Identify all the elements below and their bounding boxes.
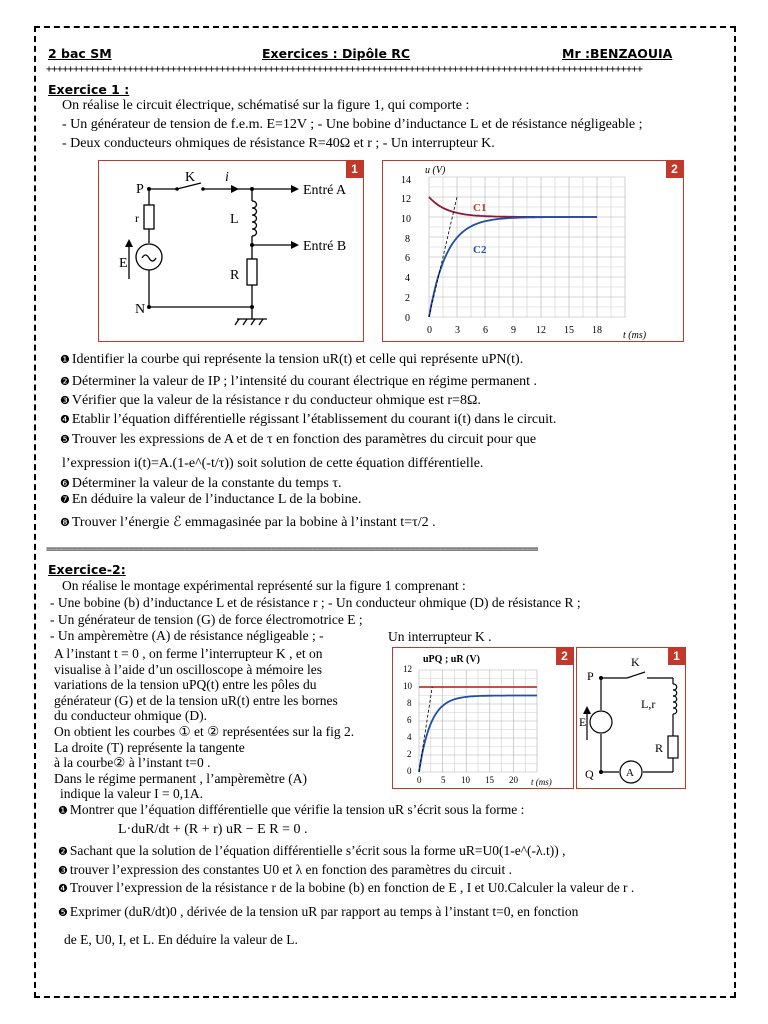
g1-xtick-12: 12 (536, 325, 546, 336)
level-label: 2 bac SM (48, 46, 112, 61)
g2-ytick-12: 12 (403, 664, 412, 674)
exercise1-line1: - Un générateur de tension de f.e.m. E=12V ; - Une bobine d’inductance L et de résistance négligeable ; (62, 117, 643, 132)
exercise1-title: Exercice 1 : (48, 82, 130, 97)
ex2-question-4: ❹ Trouver l’expression de la résistance r de la bobine (b) en fonction de E , I et U0.Calculer la valeur de r . (58, 880, 635, 895)
node-n-label: N (135, 302, 146, 317)
g1-ytick-14: 14 (401, 175, 411, 186)
g2-ytick-8: 8 (407, 698, 412, 708)
g2-xtick-15: 15 (485, 775, 494, 785)
g2-ytick-0: 0 (407, 766, 412, 776)
g1-ytick-4: 4 (405, 273, 410, 284)
resistor-r-label: r (135, 211, 139, 225)
ex1-question-7: ❼ En déduire la valeur de l’inductance L de la bobine. (60, 492, 362, 507)
graph2-ylabel: uPQ ; uR (V) (423, 654, 480, 665)
g1-ytick-8: 8 (405, 234, 410, 245)
equals-separator: ================================================================================================ (46, 544, 538, 555)
input-b-label: Entré B (303, 239, 347, 254)
ex2-item-4: Un interrupteur K . (388, 629, 492, 644)
curve-c2-label: C2 (473, 244, 487, 256)
graph1-ylabel: u (V) (425, 165, 446, 176)
exercise1-line2: - Deux conducteurs ohmiques de résistance R=40Ω et r ; - Un interrupteur K. (62, 136, 495, 151)
circuit2-diagram (577, 648, 685, 788)
g2-xtick-20: 20 (509, 775, 518, 785)
g2-xtick-5: 5 (441, 775, 446, 785)
exercise1-intro: On réalise le circuit électrique, schématisé sur la figure 1, qui comporte : (62, 98, 470, 113)
coil-lr-label: L,r (641, 697, 656, 711)
graph2-xlabel: t (ms) (531, 777, 552, 787)
g2-ytick-6: 6 (407, 715, 412, 725)
ex2-item-1: - Une bobine (b) d’inductance L et de résistance r ; - Un conducteur ohmique (D) de résistance R ; (50, 595, 581, 610)
g1-xtick-3: 3 (455, 325, 460, 336)
graph1-chart (383, 161, 683, 341)
g2-xtick-0: 0 (417, 775, 422, 785)
g1-xtick-6: 6 (483, 325, 488, 336)
ex1-question-3: ❸ Vérifier que la valeur de la résistance r du conducteur ohmique est r=8Ω. (60, 393, 481, 408)
generator-e2-label: E (579, 715, 587, 729)
g2-xtick-10: 10 (461, 775, 470, 785)
plus-separator: ++++++++++++++++++++++++++++++++++++++++++++++++++++++++++++++++++++++++++++++++++++++++++++++++++++++++++++++ (46, 64, 643, 75)
switch-k-label: K (185, 170, 196, 185)
resistor-r-big-label: R (230, 268, 240, 283)
g1-ytick-12: 12 (401, 194, 411, 205)
g1-xtick-18: 18 (592, 325, 602, 336)
ex1-question-6: ❻ Déterminer la valeur de la constante du temps τ. (60, 476, 342, 491)
ex2-figure1-badge: 1 (668, 648, 685, 665)
input-a-label: Entré A (303, 183, 347, 198)
ex1-question-1: ❶ Identifier la courbe qui représente la tension uR(t) et celle qui représente uPN(t). (60, 352, 524, 367)
g1-xtick-9: 9 (511, 325, 516, 336)
g1-ytick-2: 2 (405, 293, 410, 304)
current-i-label: i (225, 170, 229, 185)
g2-ytick-4: 4 (407, 732, 412, 742)
ex2-question-5-cont: de E, U0, I, et L. En déduire la valeur de L. (64, 932, 298, 947)
node-p-label: P (136, 182, 144, 197)
graph2-chart (393, 648, 573, 788)
ex2-equation: L·duR/dt + (R + r) uR − E R = 0 . (118, 822, 308, 837)
curve-c1-label: C1 (473, 202, 487, 214)
g1-xtick-0: 0 (427, 325, 432, 336)
ex2-question-3: ❸ trouver l’expression des constantes U0 et λ en fonction des paramètres du circuit . (58, 862, 513, 877)
ex2-question-1: ❶ Montrer que l’équation différentielle que vérifie la tension uR s’écrit sous la forme : (58, 802, 525, 817)
g1-ytick-6: 6 (405, 253, 410, 264)
ex1-question-4: ❹ Etablir l’équation différentielle régissant l’établissement du courant i(t) dans le circuit. (60, 412, 557, 427)
g1-ytick-0: 0 (405, 313, 410, 324)
g2-ytick-10: 10 (403, 681, 412, 691)
ex1-question-8: ❽ Trouver l’énergie ℰ emmagasinée par la bobine à l’instant t=τ/2 . (60, 515, 436, 530)
ex2-item-3: - Un ampèremètre (A) de résistance négligeable ; - (50, 628, 324, 643)
inductor-l-label: L (230, 212, 239, 227)
figure1-circuit (98, 160, 364, 342)
g2-ytick-2: 2 (407, 749, 412, 759)
ex2-question-5: ❺ Exprimer (duR/dt)0 , dérivée de la tension uR par rapport au temps à l’instant t=0, en fonction (58, 904, 579, 919)
graph1-xlabel: t (ms) (623, 330, 647, 341)
page-title: Exercices : Dipôle RC (262, 46, 411, 61)
ammeter-a-label: A (626, 767, 634, 779)
ex1-question-5-cont: l’expression i(t)=A.(1-e^(-t/τ)) soit solution de cette équation différentielle. (62, 456, 484, 471)
node-p2-label: P (587, 669, 594, 683)
figure1-badge: 1 (346, 161, 363, 178)
switch-k2-label: K (631, 655, 640, 669)
node-q-label: Q (585, 767, 594, 781)
g1-xtick-15: 15 (564, 325, 574, 336)
g1-ytick-10: 10 (401, 214, 411, 225)
ex1-question-2: ❷ Déterminer la valeur de IP ; l’intensité du courant électrique en régime permanent . (60, 374, 538, 389)
ex1-question-5: ❺ Trouver les expressions de A et de τ en fonction des paramètres du circuit pour que (60, 432, 537, 447)
resistor-r2-label: R (655, 741, 664, 755)
exercise2-title: Exercice-2: (48, 562, 126, 577)
generator-e-label: E (119, 256, 128, 271)
ex2-figure1-circuit (576, 647, 686, 789)
teacher-name: Mr :BENZAOUIA (562, 46, 673, 61)
ex2-figure2-graph (392, 647, 574, 789)
ex2-item-2: - Un générateur de tension (G) de force électromotrice E ; (50, 612, 363, 627)
ex2-figure2-badge: 2 (556, 648, 573, 665)
exercise2-intro: On réalise le montage expérimental représenté sur la figure 1 comprenant : (62, 578, 466, 593)
ex2-question-2: ❷ Sachant que la solution de l’équation différentielle s’écrit sous la forme uR=U0(1-e^(-λ.t)) , (58, 843, 566, 858)
ex2-paragraph: A l’instant t = 0 , on ferme l’interrupteur K , et on visualise à l’aide d’un oscilloscope à mémoire les variations de la tension uPQ(t) entre les pôles du générateur (G) et de la tension uR(t) entre les bornes du conducteur ohmique (D). On obtient les courbes ① et ② représentées sur la fig 2. La droite (T) représente la tangente à la courbe② à l’instant t=0 . Dans le régime permanent , l’ampèremètre (A) indique la valeur I = 0,1A. (54, 646, 355, 802)
circuit1-diagram (99, 161, 363, 341)
figure2-graph (382, 160, 684, 342)
figure2-badge: 2 (666, 161, 683, 178)
